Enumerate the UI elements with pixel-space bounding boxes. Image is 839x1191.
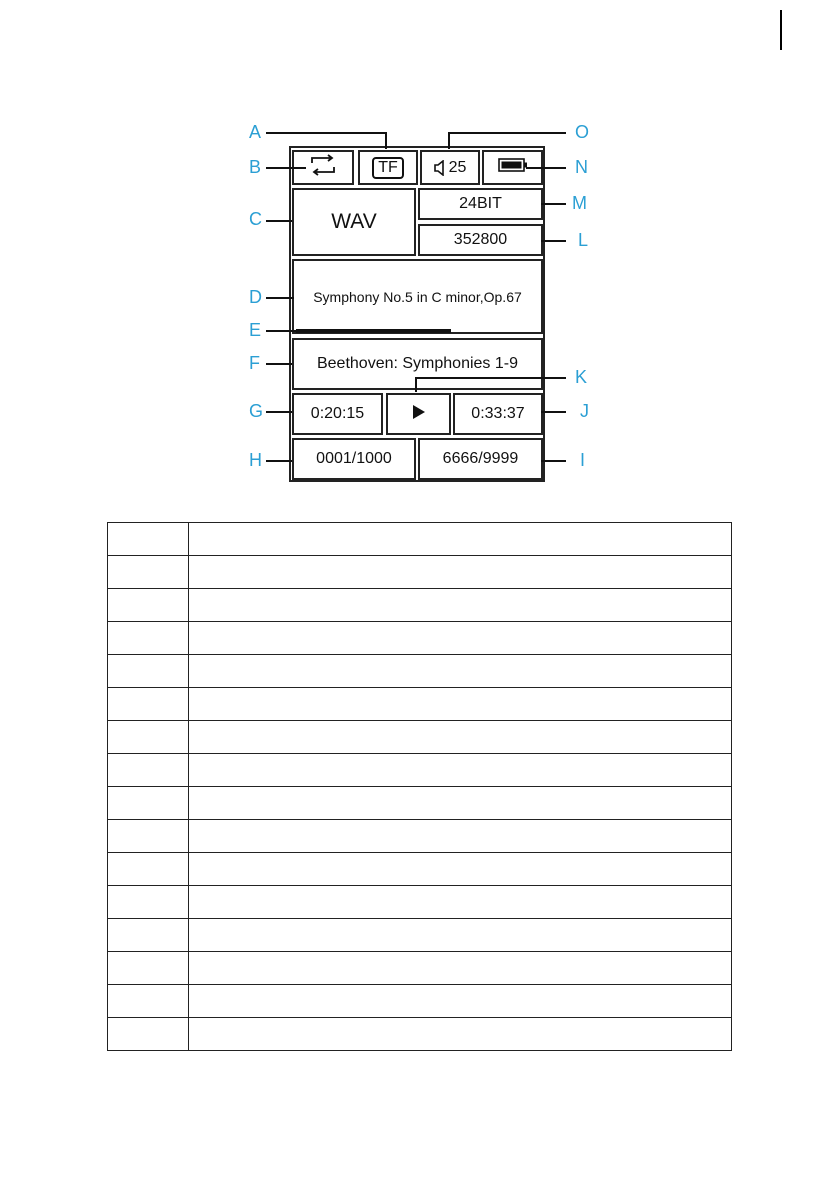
legend-key-cell: [108, 853, 189, 886]
legend-description-cell: [189, 919, 732, 952]
leader-l: [541, 240, 566, 242]
legend-description-cell: [189, 1018, 732, 1051]
track-index-box: [292, 438, 416, 480]
leader-b: [266, 167, 306, 169]
leader-d: [266, 297, 294, 299]
legend-key-cell: [108, 721, 189, 754]
battery-icon: [498, 158, 528, 177]
legend-description-cell: [189, 952, 732, 985]
legend-row: [108, 820, 732, 853]
callout-c: C: [249, 209, 262, 229]
legend-row: [108, 853, 732, 886]
callout-n: N: [575, 157, 588, 177]
legend-description-cell: [189, 688, 732, 721]
legend-row: [108, 985, 732, 1018]
legend-key-cell: [108, 754, 189, 787]
legend-description-cell: [189, 985, 732, 1018]
legend-row: [108, 754, 732, 787]
album-box: [292, 338, 543, 390]
legend-key-cell: [108, 886, 189, 919]
legend-description-cell: [189, 853, 732, 886]
legend-description-cell: [189, 886, 732, 919]
legend-key-cell: [108, 589, 189, 622]
leader-g: [266, 411, 292, 413]
callout-e: E: [249, 320, 262, 340]
leader-a-v: [385, 132, 387, 149]
player-screen: [289, 146, 545, 482]
album-title: Beethoven: Symphonies 1-9: [316, 355, 518, 372]
legend-row: [108, 556, 732, 589]
legend-description-cell: [189, 589, 732, 622]
leader-k-h: [415, 377, 566, 379]
track-title-box: [292, 259, 543, 334]
leader-j: [541, 411, 566, 413]
volume-box: [420, 150, 480, 185]
speaker-icon: [434, 160, 446, 176]
legend-key-cell: [108, 985, 189, 1018]
legend-key-cell: [108, 787, 189, 820]
storage-badge: TF: [372, 157, 404, 179]
legend-description-cell: [189, 523, 732, 556]
legend-row: [108, 721, 732, 754]
legend-key-cell: [108, 820, 189, 853]
callout-f: F: [249, 353, 260, 373]
sample-rate-box: [418, 224, 543, 256]
callout-m: M: [572, 193, 587, 213]
elapsed-time-box: [292, 393, 383, 435]
file-index: 6666/9999: [442, 450, 519, 467]
total-time: 0:33:37: [471, 405, 525, 422]
track-title: Symphony No.5 in C minor,Op.67: [313, 288, 522, 305]
volume-value: 25: [448, 158, 467, 176]
legend-row: [108, 688, 732, 721]
format-label: WAV: [331, 210, 377, 233]
legend-key-cell: [108, 523, 189, 556]
legend-row: [108, 622, 732, 655]
total-time-box: [453, 393, 543, 435]
leader-e: [266, 330, 296, 332]
callout-a: A: [249, 122, 262, 142]
play-icon: [412, 404, 426, 425]
bit-depth-label: 24BIT: [459, 195, 502, 212]
legend-description-cell: [189, 754, 732, 787]
progress-bar: [296, 329, 451, 333]
legend-key-cell: [108, 688, 189, 721]
play-box: [386, 393, 451, 435]
legend-row: [108, 919, 732, 952]
repeat-icon: [308, 154, 338, 181]
leader-a-h: [266, 132, 386, 134]
legend-description-cell: [189, 721, 732, 754]
storage-box: [358, 150, 418, 185]
legend-description-cell: [189, 787, 732, 820]
leader-n: [526, 167, 566, 169]
leader-i: [541, 460, 566, 462]
leader-f: [266, 363, 292, 365]
legend-key-cell: [108, 1018, 189, 1051]
legend-description-cell: [189, 655, 732, 688]
callout-j: J: [580, 401, 589, 421]
legend-description-cell: [189, 622, 732, 655]
legend-row: [108, 886, 732, 919]
callout-d: D: [249, 287, 262, 307]
legend-row: [108, 589, 732, 622]
callout-i: I: [580, 450, 586, 470]
leader-m: [541, 203, 566, 205]
leader-k-v: [415, 377, 417, 392]
page-corner-mark: [780, 10, 782, 50]
bit-depth-box: [418, 188, 543, 220]
leader-o-v: [448, 132, 450, 149]
track-index: 0001/1000: [316, 450, 392, 467]
legend-key-cell: [108, 556, 189, 589]
legend-description-cell: [189, 820, 732, 853]
legend-row: [108, 787, 732, 820]
callout-h: H: [249, 450, 262, 470]
callout-g: G: [249, 401, 264, 421]
format-box: [292, 188, 416, 256]
callout-b: B: [249, 157, 262, 177]
legend-key-cell: [108, 919, 189, 952]
callout-k: K: [575, 367, 588, 387]
legend-key-cell: [108, 655, 189, 688]
leader-h: [266, 460, 292, 462]
elapsed-time: 0:20:15: [310, 405, 365, 422]
callout-l: L: [578, 230, 589, 250]
leader-o-h: [448, 132, 566, 134]
callout-o: O: [575, 122, 590, 142]
sample-rate-label: 352800: [453, 231, 508, 248]
legend-table: [107, 522, 732, 1051]
file-index-box: [418, 438, 543, 480]
legend-row: [108, 952, 732, 985]
legend-row: [108, 1018, 732, 1051]
legend-row: [108, 523, 732, 556]
leader-c: [266, 220, 292, 222]
legend-key-cell: [108, 952, 189, 985]
legend-row: [108, 655, 732, 688]
legend-key-cell: [108, 622, 189, 655]
legend-description-cell: [189, 556, 732, 589]
